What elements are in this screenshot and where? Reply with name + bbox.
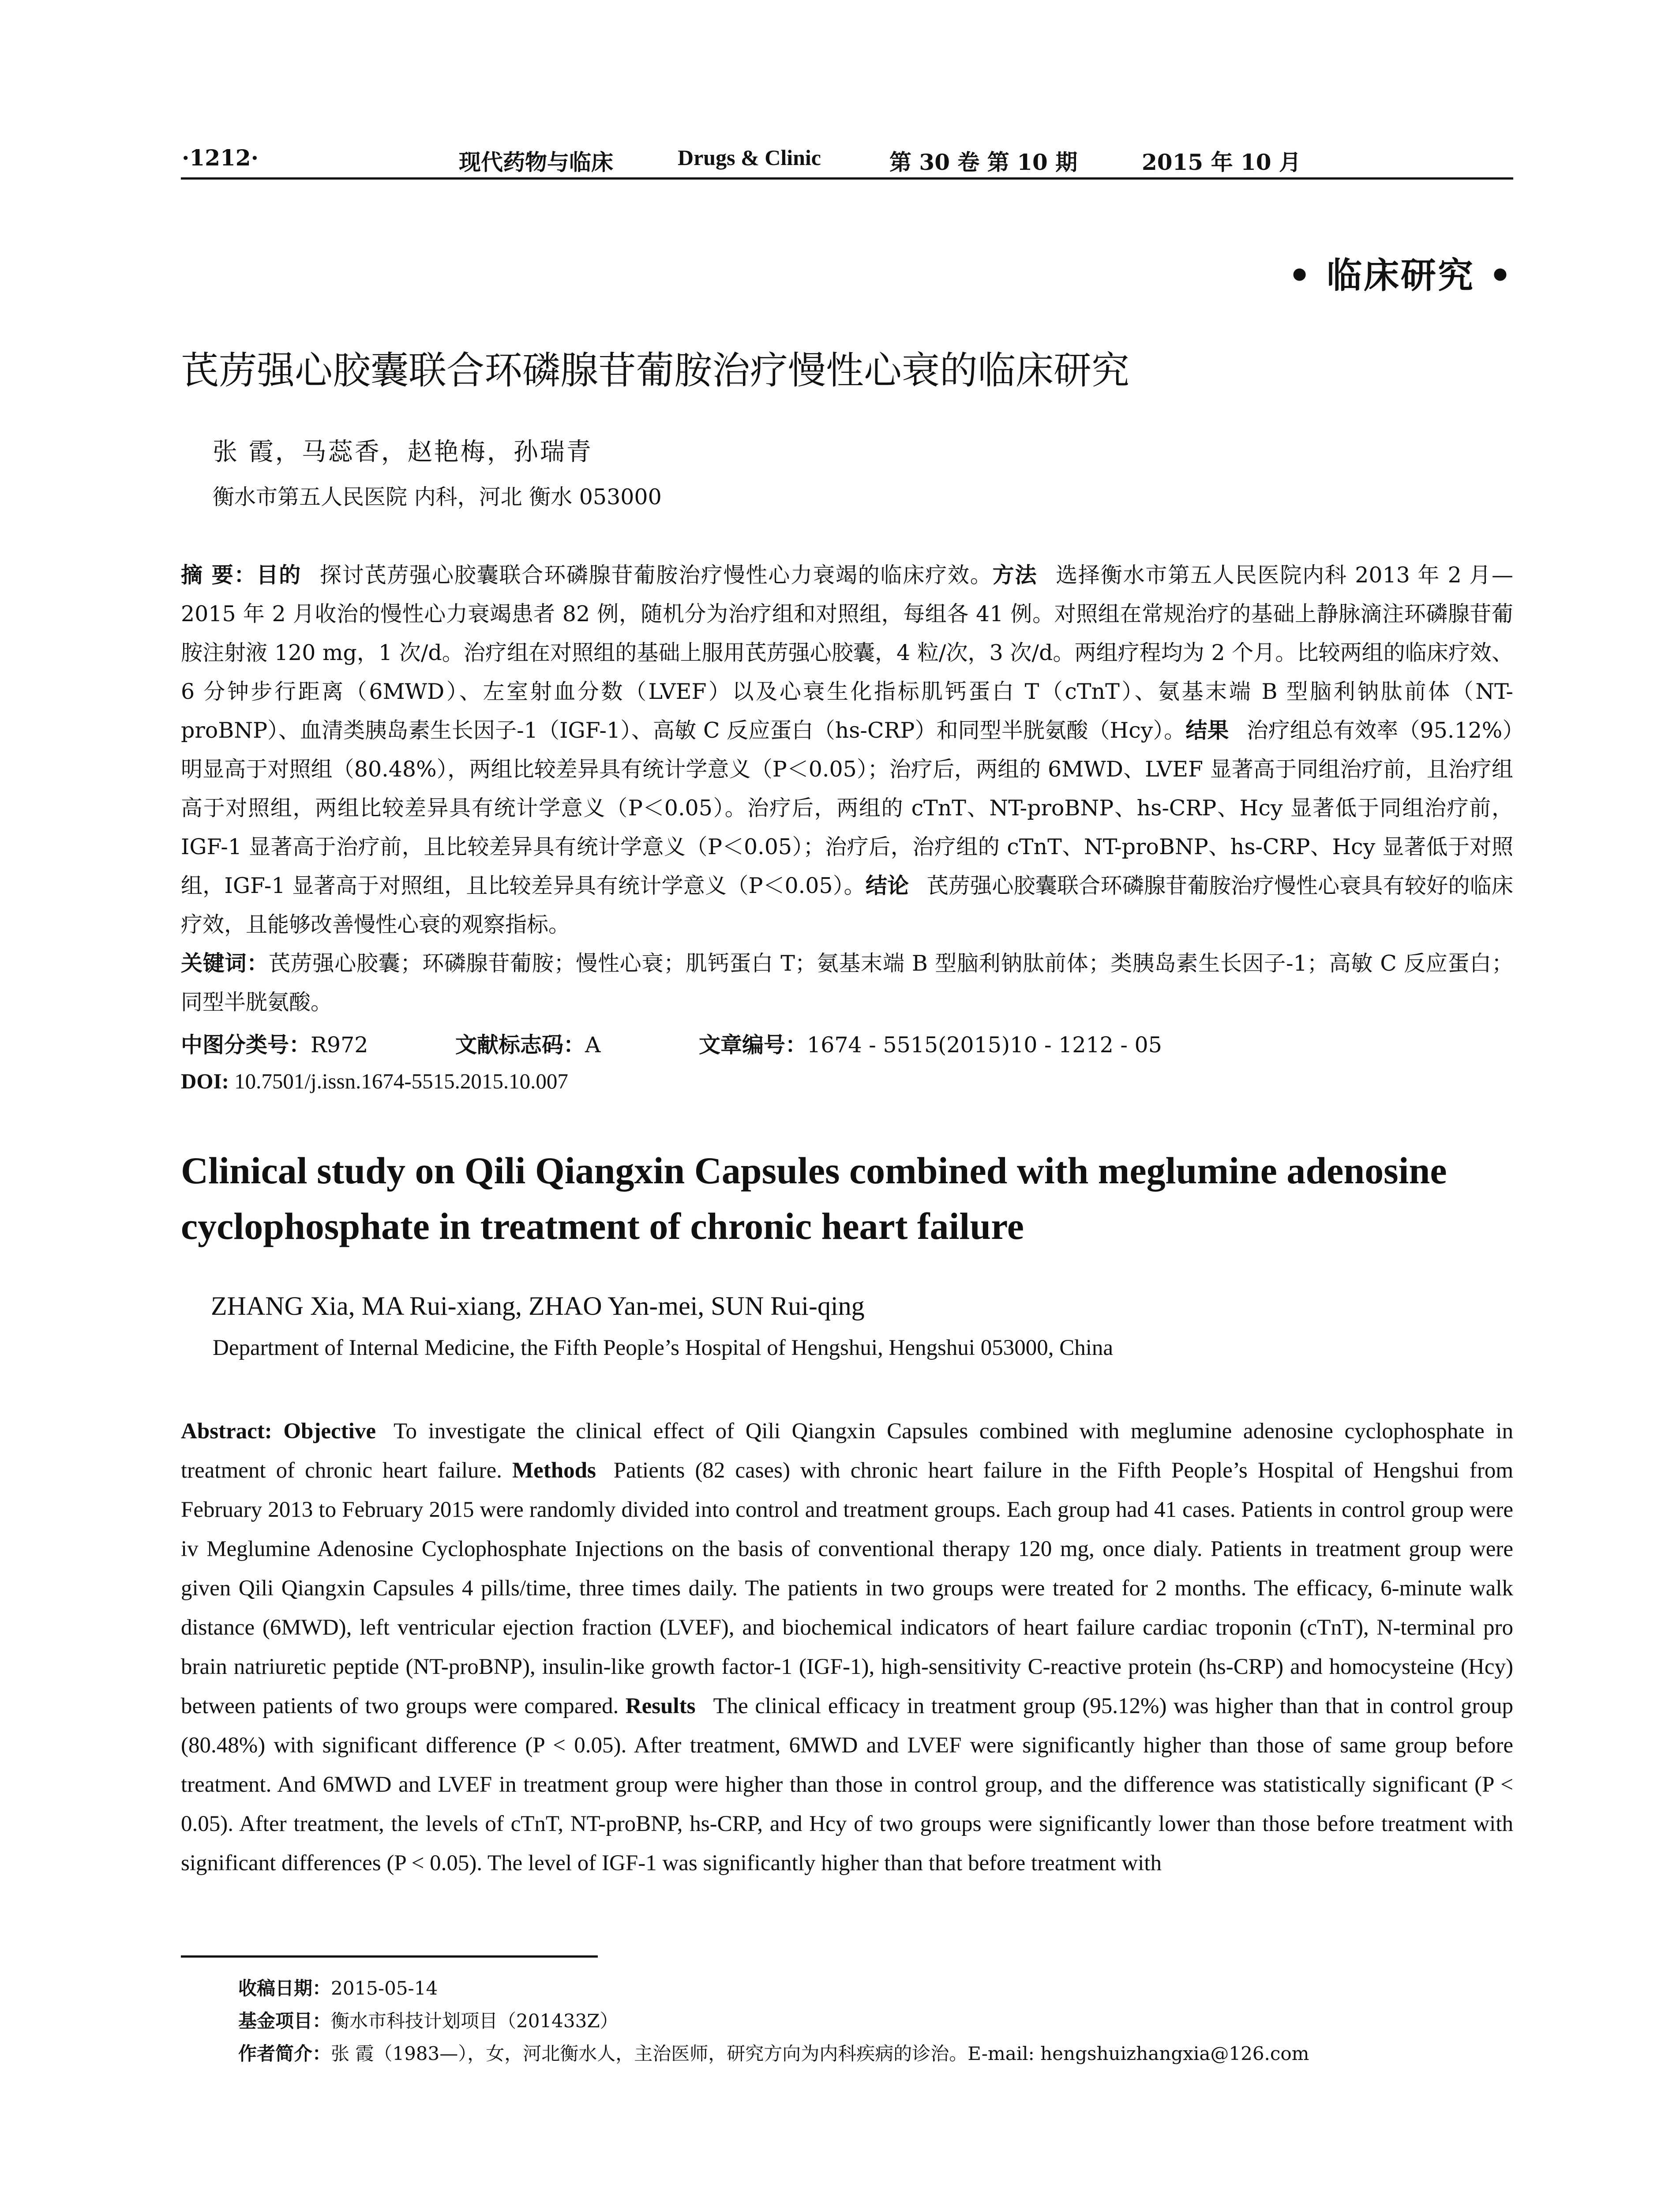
results-text-cn: 治疗组总有效率（95.12%）明显高于对照组（80.48%），两组比较差异具有统计学意义（P＜0.05）；治疗后，两组的 6MWD、LVEF 显著高于同组治疗前，且治疗组高于对照组，两组比较差异具有统计学意义（P＜0.05）。治疗后，两组的 cTnT、NT-proBNP、hs-CRP、Hcy 显著低于同组治疗前，IGF-1 显著高于治疗前，且比较差异具有统计学意义（P＜0.05）；治疗后，治疗组的 cTnT、NT-proBNP、hs-CRP、Hcy 显著低于对照组，IGF-1 显著高于对照组，且比较差异具有统计学意义（P＜0.05）。 bbox=[181, 718, 1513, 898]
methods-text-cn: 选择衡水市第五人民医院内科 2013 年 2 月—2015 年 2 月收治的慢性心力衰竭患者 82 例，随机分为治疗组和对照组，每组各 41 例。对照组在常规治疗的基础上静脉滴注环磷腺苷葡胺注射液 120 mg，1 次/d。治疗组在对照组的基础上服用芪苈强心胶囊，4 粒/次，3 次/d。两组疗程均为 2 个月。比较两组的临床疗效、6 分钟步行距离（6MWD）、左室射血分数（LVEF）以及心衰生化指标肌钙蛋白 T（cTnT）、氨基末端 B 型脑利钠肽前体（NT-proBNP）、血清类胰岛素生长因子-1（IGF-1）、高敏 C 反应蛋白（hs-CRP）和同型半胱氨酸（Hcy）。 bbox=[181, 563, 1513, 743]
conclusion-label-cn: 结论 bbox=[865, 873, 909, 898]
authors-en: ZHANG Xia, MA Rui-xiang, ZHAO Yan-mei, SUN Rui-qing bbox=[211, 1291, 865, 1321]
document-code bbox=[455, 1028, 600, 1059]
journal-date: 2015 年 10 月 bbox=[1142, 149, 1301, 175]
footnote-author-bio bbox=[238, 2037, 1309, 2070]
keywords-label-cn: 关键词： bbox=[181, 951, 269, 976]
clc-number bbox=[181, 1028, 368, 1059]
methods-label-cn: 方法 bbox=[992, 563, 1038, 588]
keywords-text-cn: 芪苈强心胶囊；环磷腺苷葡胺；慢性心衰；肌钙蛋白 T；氨基末端 B 型脑利钠肽前体；类胰岛素生长因子-1；高敏 C 反应蛋白；同型半胱氨酸。 bbox=[181, 951, 1513, 1015]
doi-value: 10.7501/j.issn.1674-5515.2015.10.007 bbox=[234, 1069, 568, 1093]
footnote-received bbox=[238, 1972, 1309, 2005]
article-title-en: Clinical study on Qili Qiangxin Capsules combined with meglumine adenosine cyclophosphate in treatment of chronic heart failure bbox=[181, 1149, 1447, 1247]
objective-text-cn: 探讨芪苈强心胶囊联合环磷腺苷葡胺治疗慢性心力衰竭的临床疗效。 bbox=[319, 563, 993, 588]
objective-label-en: Objective bbox=[283, 1419, 376, 1444]
abstract-label-en: Abstract: bbox=[181, 1419, 272, 1444]
footnote-label: 基金项目： bbox=[238, 2010, 331, 2032]
article-no-value: 1674 - 5515(2015)10 - 1212 - 05 bbox=[807, 1032, 1162, 1058]
abstract-cn bbox=[181, 556, 1513, 1022]
journal-name-cn: 现代药物与临床 bbox=[459, 149, 613, 175]
footnote-label: 收稿日期： bbox=[238, 1977, 331, 1999]
footnote-text: 张 霞（1983—），女，河北衡水人，主治医师，研究方向为内科疾病的诊治。E-mail: hengshuizhangxia@126.com bbox=[331, 2043, 1309, 2064]
journal-name-en: Drugs & Clinic bbox=[678, 145, 821, 170]
journal-volume: 第 30 卷 第 10 期 bbox=[889, 149, 1078, 175]
article-no-label: 文章编号： bbox=[699, 1032, 807, 1058]
article-title-cn: 芪苈强心胶囊联合环磷腺苷葡胺治疗慢性心衰的临床研究 bbox=[181, 349, 1129, 393]
authors-cn: 张 霞，马蕊香，赵艳梅，孙瑞青 bbox=[213, 438, 593, 466]
methods-label-en: Methods bbox=[512, 1458, 596, 1483]
conclusion-text-cn: 芪苈强心胶囊联合环磷腺苷葡胺治疗慢性心衰具有较好的临床疗效，且能够改善慢性心衰的观察指标。 bbox=[181, 873, 1513, 937]
page-number: ·1212· bbox=[182, 145, 259, 171]
doc-code-value: A bbox=[585, 1032, 601, 1058]
results-text-en: The clinical efficacy in treatment group (95.12%) was higher than that in control group (80.48%) with significant difference (P < 0.05). After treatment, 6MWD and LVEF were significantly higher than those of same group before treatment. And 6MWD and LVEF in treatment group were higher than those in control group, and the difference was statistically significant (P < 0.05). After treatment, the levels of cTnT, NT-proBNP, hs-CRP, and Hcy of two groups were significantly lower than those before treatment with significant differences (P < 0.05). The level of IGF-1 was significantly higher than that before treatment with bbox=[181, 1694, 1513, 1876]
article-number bbox=[699, 1028, 1162, 1059]
doi-label: DOI: bbox=[181, 1069, 229, 1093]
clc-label: 中图分类号： bbox=[181, 1032, 311, 1058]
abstract-label-cn: 摘 要： bbox=[181, 563, 257, 588]
footnotes bbox=[238, 1972, 1309, 2070]
doc-code-label: 文献标志码： bbox=[455, 1032, 585, 1058]
clc-value: R972 bbox=[311, 1032, 368, 1058]
footnote-text: 2015-05-14 bbox=[331, 1977, 438, 1999]
footnote-divider bbox=[181, 1955, 598, 1958]
objective-label-cn: 目的 bbox=[256, 563, 302, 588]
footnote-text: 衡水市科技计划项目（201433Z） bbox=[331, 2010, 619, 2032]
methods-text-en: Patients (82 cases) with chronic heart failure in the Fifth People’s Hospital of Hengshui from February 2013 to February 2015 were randomly divided into control and treatment groups. Each group had 41 cases. Patients in control group were iv Meglumine Adenosine Cyclophosphate Injections on the basis of conventional therapy 120 mg, once dialy. Patients in treatment group were given Qili Qiangxin Capsules 4 pills/time, three times daily. The patients in two groups were treated for 2 months. The efficacy, 6-minute walk distance (6MWD), left ventricular ejection fraction (LVEF), and biochemical indicators of heart failure cardiac troponin (cTnT), N-terminal pro brain natriuretic peptide (NT-proBNP), insulin-like growth factor-1 (IGF-1), high-sensitivity C-reactive protein (hs-CRP) and homocysteine (Hcy) between patients of two groups were compared. bbox=[181, 1458, 1514, 1718]
running-header bbox=[181, 142, 1513, 180]
footnote-funding bbox=[238, 2005, 1309, 2037]
affiliation-en: Department of Internal Medicine, the Fifth People’s Hospital of Hengshui, Hengshui 053000, China bbox=[213, 1336, 1114, 1360]
results-label-en: Results bbox=[625, 1694, 696, 1718]
objective-text-en: To investigate the clinical effect of Qili Qiangxin Capsules combined with meglumine adenosine cyclophosphate in treatment of chronic heart failure. bbox=[181, 1419, 1513, 1483]
section-label: • 临床研究 • bbox=[1288, 255, 1513, 296]
footnote-label: 作者简介： bbox=[238, 2043, 331, 2064]
doi bbox=[181, 1069, 568, 1094]
abstract-en bbox=[181, 1412, 1513, 1883]
results-label-cn: 结果 bbox=[1185, 718, 1229, 743]
affiliation-cn: 衡水市第五人民医院 内科，河北 衡水 053000 bbox=[213, 484, 662, 510]
